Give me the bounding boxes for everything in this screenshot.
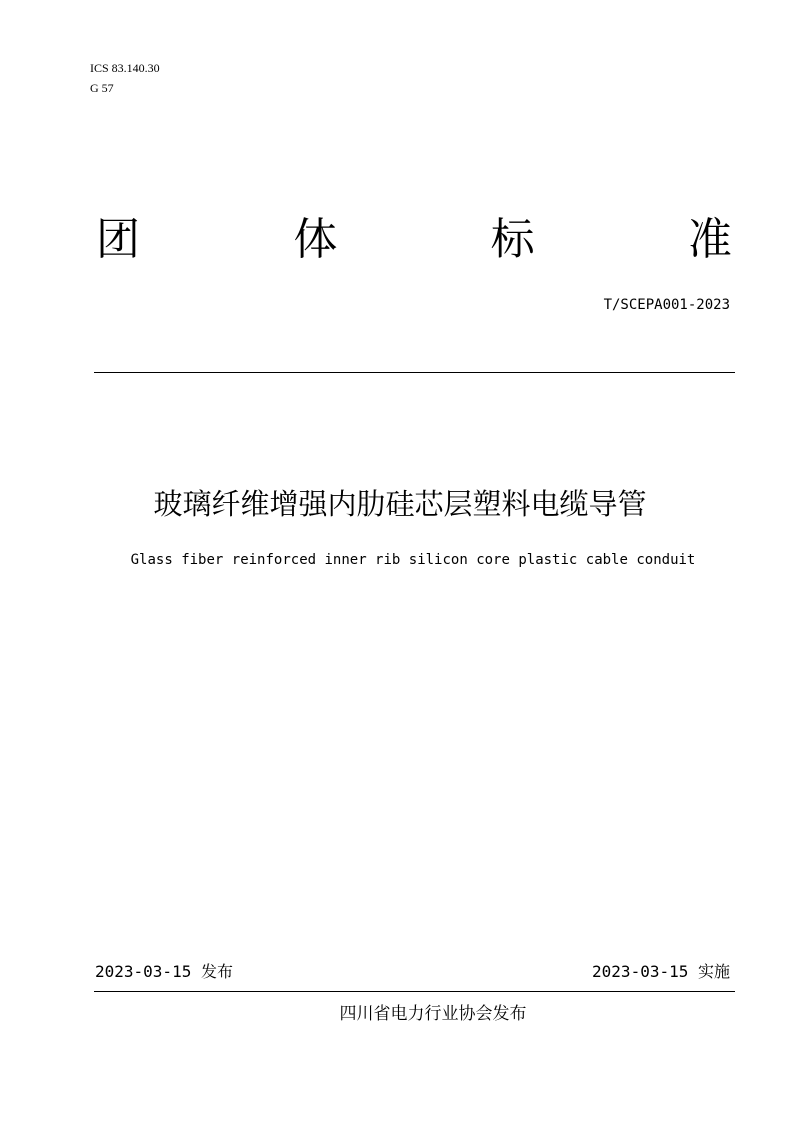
ccs-code: G 57 <box>90 81 114 95</box>
issue-date: 2023-03-15 发布 <box>95 962 233 981</box>
standard-type-heading <box>96 212 732 268</box>
standard-type-char-1: 团 <box>96 214 140 265</box>
standard-number: T/SCEPA001-2023 <box>603 297 730 313</box>
top-divider <box>94 372 735 373</box>
bottom-divider <box>94 991 735 992</box>
ics-code: ICS 83.140.30 <box>90 61 160 75</box>
standard-type-char-2: 体 <box>293 214 338 265</box>
standard-type-char-3: 标 <box>490 214 535 265</box>
classification-codes <box>90 58 160 98</box>
standard-type-char-4: 准 <box>687 214 732 265</box>
title-chinese: 玻璃纤维增强内肋硅芯层塑料电缆导管 <box>153 487 647 521</box>
implementation-date: 2023-03-15 实施 <box>592 962 730 981</box>
publisher: 四川省电力行业协会发布 <box>339 1004 527 1024</box>
title-english: Glass fiber reinforced inner rib silicon core plastic cable conduit <box>130 552 696 568</box>
